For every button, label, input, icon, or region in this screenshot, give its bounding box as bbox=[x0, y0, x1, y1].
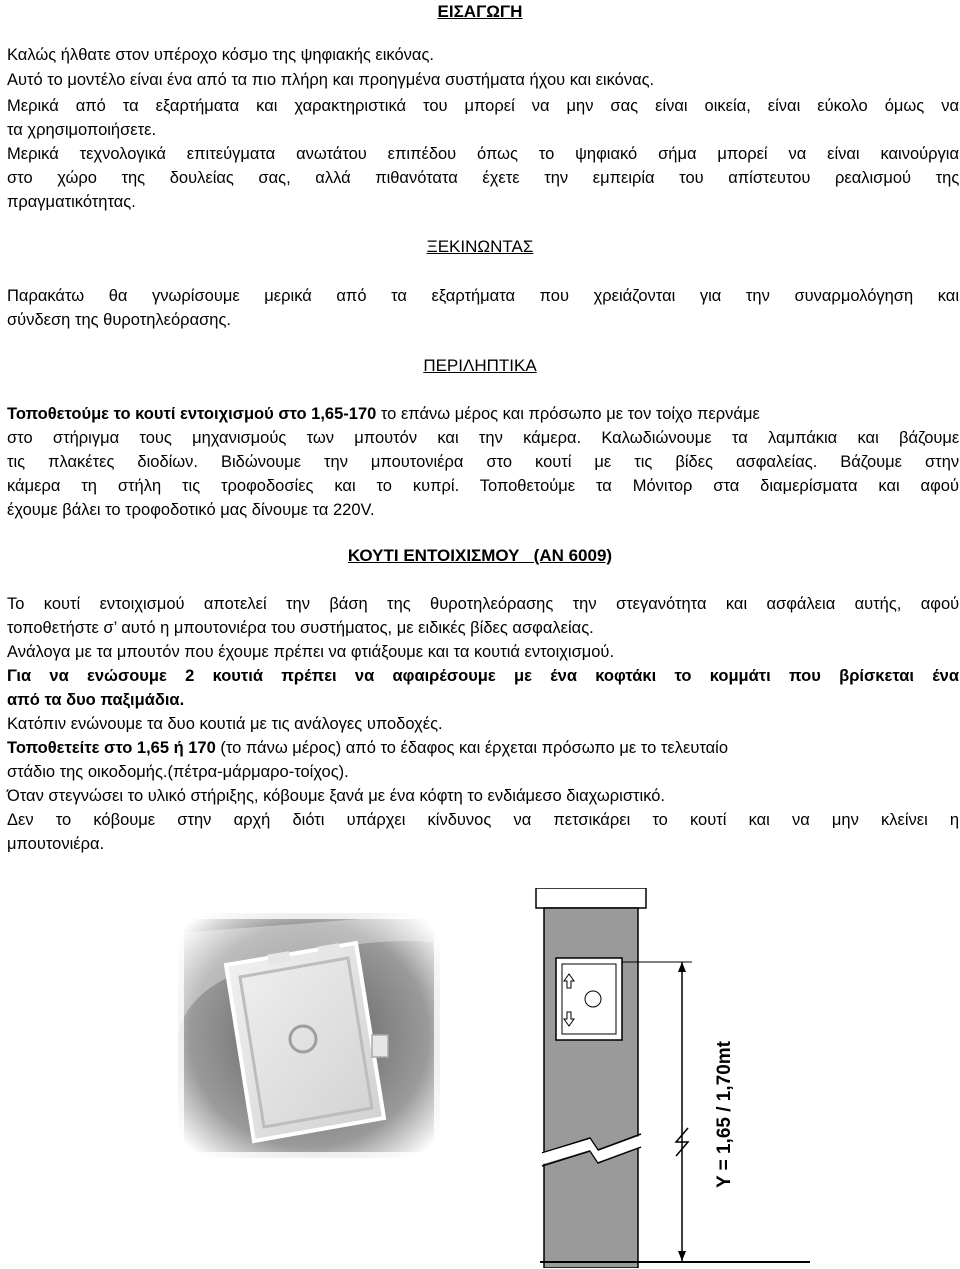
box-line-11: μπουτονιέρα. bbox=[7, 835, 105, 853]
summary-line-2: στο στήριγμα τους μηχανισμούς των μπουτόν και την κάμερα. Καλωδιώνουμε τα λαμπάκια και βάζουμε bbox=[7, 429, 960, 447]
box-bold-text: Τοποθετείτε στο 1,65 ή 170 bbox=[7, 739, 216, 757]
box-line-8: στάδιο της οικοδομής.(πέτρα-μάρμαρο-τοίχος). bbox=[7, 763, 349, 781]
intro-heading: ΕΙΣΑΓΩΓΗ bbox=[437, 2, 523, 21]
summary-bold-text: Τοποθετούμε το κουτί εντοιχισμού στο 1,65-170 bbox=[7, 405, 377, 423]
summary-line-5: έχουμε βάλει το τροφοδοτικό μας δίνουμε τα 220V. bbox=[7, 501, 375, 519]
intro-line-2: Αυτό το μοντέλο είναι ένα από τα πιο πλήρη και προηγμένα συστήματα ήχου και εικόνας. bbox=[7, 71, 655, 89]
box-line-6: Κατόπιν ενώνουμε τα δυο κουτιά με τις ανάλογες υποδοχές. bbox=[7, 715, 443, 733]
intro-line-4: τα χρησιμοποιήσετε. bbox=[7, 121, 157, 139]
intro-line-5: Μερικά τεχνολογικά επιτεύγματα ανωτάτου επιπέδου όπως το ψηφιακό σήμα μπορεί να είναι καινούργια bbox=[7, 145, 959, 163]
height-label: Y = 1,65 / 1,70mt bbox=[714, 1041, 735, 1188]
intro-line-3: Μερικά από τα εξαρτήματα και χαρακτηριστικά του μπορεί να μην σας είναι οικεία, είναι εύκολο όμως να bbox=[7, 97, 959, 115]
starting-line-2: σύνδεση της θυροτηλεόρασης. bbox=[7, 311, 231, 329]
box-line-5: από τα δυο παξιμάδια. bbox=[7, 691, 185, 709]
summary-line-3: τις πλακέτες διοδίων. Βιδώνουμε την μπουτονιέρα στο κουτί με τις βίδες ασφαλείας. Βάζουμε στην bbox=[7, 453, 960, 471]
column-cap bbox=[536, 888, 646, 908]
box-line-1: Το κουτί εντοιχισμού αποτελεί την βάση της θυροτηλεόρασης την στεγανότητα και ασφάλεια αυτής, αφού bbox=[7, 595, 960, 613]
intro-line-1: Καλώς ήλθατε στον υπέροχο κόσμο της ψηφιακής εικόνας. bbox=[7, 46, 434, 64]
starting-heading: ΞΕΚΙΝΩΝΤΑΣ bbox=[426, 237, 534, 256]
starting-line-1: Παρακάτω θα γνωρίσουμε μερικά από τα εξαρτήματα που χρειάζονται για την συναρμολόγηση και bbox=[7, 287, 959, 305]
summary-line-1 bbox=[7, 404, 760, 424]
installation-height-diagram bbox=[520, 888, 820, 1268]
summary-line-1-rest: το επάνω μέρος και πρόσωπο με τον τοίχο περνάμε bbox=[376, 405, 760, 423]
box-line-7 bbox=[7, 738, 728, 758]
intro-line-7: πραγματικότητας. bbox=[7, 193, 136, 211]
summary-heading: ΠΕΡΙΛΗΠΤΙΚΑ bbox=[423, 356, 537, 375]
box-line-7-rest: (το πάνω μέρος) από το έδαφος και έρχεται πρόσωπο με το τελευταίο bbox=[215, 739, 729, 757]
box-line-2: τοποθετήστε σ’ αυτό η μπουτονιέρα του συστήματος, με ειδικές βίδες ασφαλείας. bbox=[7, 619, 594, 637]
box-heading: ΚΟΥΤΙ ΕΝΤΟΙΧΙΣΜΟΥ (ΑΝ 6009) bbox=[347, 546, 613, 565]
box-line-4: Για να ενώσουμε 2 κουτιά πρέπει να αφαιρέσουμε με ένα κοφτάκι το κομμάτι που βρίσκεται ένα bbox=[7, 667, 959, 685]
summary-line-4: κάμερα τη στήλη τις τροφοδοσίες και το κυπρί. Τοποθετούμε τα Μόνιτορ στα διαμερίσματα και αφού bbox=[7, 477, 959, 495]
wall-box-photo bbox=[178, 913, 440, 1158]
box-line-10: Δεν το κόβουμε στην αρχή διότι υπάρχει κίνδυνος να πετσικάρει το κουτί και να μην κλείνει η bbox=[7, 811, 960, 829]
box-line-3: Ανάλογα με τα μπουτόν που έχουμε πρέπει να φτιάξουμε και τα κουτιά εντοιχισμού. bbox=[7, 643, 615, 661]
intro-line-6: στο χώρο της δουλείας σας, αλλά πιθανότατα έχετε την εμπειρία του απίστευτου ρεαλισμού της bbox=[7, 169, 960, 187]
box-line-9: Όταν στεγνώσει το υλικό στήριξης, κόβουμε ξανά με ένα κόφτη το ενδιάμεσο διαχωριστικό. bbox=[7, 787, 666, 805]
